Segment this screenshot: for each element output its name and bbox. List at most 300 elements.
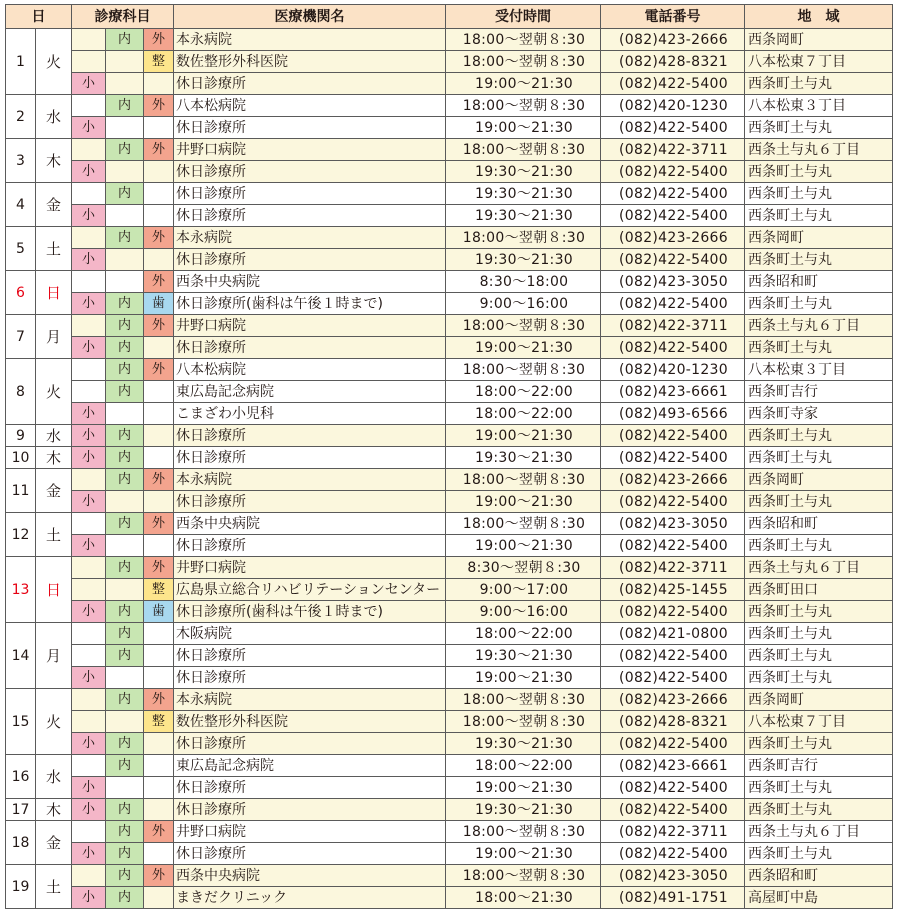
phone-number: (082)422-5400: [601, 249, 745, 271]
day-number: 6: [6, 271, 36, 315]
empty-department-cell: [72, 623, 106, 645]
empty-department-cell: [72, 821, 106, 843]
reception-time: 9:00～16:00: [446, 293, 601, 315]
day-number: 4: [6, 183, 36, 227]
pediatrics-badge: 小: [72, 535, 106, 557]
reception-time: 8:30～18:00: [446, 271, 601, 293]
table-row: [6, 711, 893, 733]
empty-department-cell: [144, 117, 174, 139]
phone-number: (082)422-5400: [601, 535, 745, 557]
institution-name: 井野口病院: [174, 557, 446, 579]
empty-department-cell: [144, 447, 174, 469]
pediatrics-badge: 小: [72, 447, 106, 469]
table-row: [6, 755, 893, 777]
table-row: [6, 315, 893, 337]
phone-number: (082)422-5400: [601, 205, 745, 227]
empty-department-cell: [144, 73, 174, 95]
phone-number: (082)422-3711: [601, 821, 745, 843]
weekday: 日: [36, 271, 72, 315]
institution-name: 休日診療所: [174, 535, 446, 557]
empty-department-cell: [72, 645, 106, 667]
day-number: 17: [6, 799, 36, 821]
empty-department-cell: [72, 579, 106, 601]
institution-name: 休日診療所: [174, 843, 446, 865]
phone-number: (082)422-5400: [601, 117, 745, 139]
institution-name: 休日診療所(歯科は午後１時まで): [174, 601, 446, 623]
reception-time: 18:00～翌朝８:30: [446, 51, 601, 73]
weekday: 土: [36, 865, 72, 909]
day-number: 16: [6, 755, 36, 799]
weekday: 水: [36, 755, 72, 799]
surgery-badge: 外: [144, 271, 174, 293]
empty-department-cell: [144, 645, 174, 667]
institution-name: 休日診療所: [174, 425, 446, 447]
area-name: 西条町土与丸: [745, 161, 893, 183]
institution-name: 休日診療所: [174, 73, 446, 95]
internal-medicine-badge: 内: [106, 887, 144, 909]
phone-number: (082)423-3050: [601, 271, 745, 293]
weekday: 月: [36, 315, 72, 359]
reception-time: 19:00～21:30: [446, 535, 601, 557]
institution-name: 休日診療所: [174, 777, 446, 799]
table-row: [6, 425, 893, 447]
empty-department-cell: [106, 491, 144, 513]
internal-medicine-badge: 内: [106, 183, 144, 205]
weekday: 火: [36, 29, 72, 95]
institution-name: 西条中央病院: [174, 271, 446, 293]
area-name: 西条町土与丸: [745, 491, 893, 513]
table-row: [6, 29, 893, 51]
phone-number: (082)422-5400: [601, 645, 745, 667]
area-name: 西条昭和町: [745, 865, 893, 887]
area-name: 西条町土与丸: [745, 117, 893, 139]
day-number: 19: [6, 865, 36, 909]
empty-department-cell: [72, 711, 106, 733]
internal-medicine-badge: 内: [106, 645, 144, 667]
table-row: [6, 249, 893, 271]
internal-medicine-badge: 内: [106, 139, 144, 161]
pediatrics-badge: 小: [72, 161, 106, 183]
institution-name: 休日診療所: [174, 799, 446, 821]
reception-time: 9:00～16:00: [446, 601, 601, 623]
internal-medicine-badge: 内: [106, 95, 144, 117]
empty-department-cell: [72, 29, 106, 51]
institution-name: 西条中央病院: [174, 865, 446, 887]
internal-medicine-badge: 内: [106, 755, 144, 777]
institution-name: 広島県立総合リハビリテーションセンター: [174, 579, 446, 601]
empty-department-cell: [144, 403, 174, 425]
empty-department-cell: [106, 161, 144, 183]
table-row: [6, 799, 893, 821]
header-department: 診療科目: [72, 5, 174, 29]
table-row: [6, 865, 893, 887]
institution-name: 休日診療所: [174, 249, 446, 271]
institution-name: 八本松病院: [174, 95, 446, 117]
table-row: [6, 513, 893, 535]
empty-department-cell: [72, 139, 106, 161]
phone-number: (082)420-1230: [601, 95, 745, 117]
surgery-badge: 外: [144, 95, 174, 117]
reception-time: 18:00～翌朝８:30: [446, 95, 601, 117]
institution-name: 本永病院: [174, 689, 446, 711]
table-row: [6, 491, 893, 513]
table-row: [6, 535, 893, 557]
phone-number: (082)422-5400: [601, 293, 745, 315]
weekday: 水: [36, 95, 72, 139]
reception-time: 18:00～翌朝８:30: [446, 29, 601, 51]
empty-department-cell: [72, 689, 106, 711]
pediatrics-badge: 小: [72, 887, 106, 909]
empty-department-cell: [144, 337, 174, 359]
area-name: 八本松東７丁目: [745, 711, 893, 733]
table-row: [6, 733, 893, 755]
pediatrics-badge: 小: [72, 205, 106, 227]
phone-number: (082)422-5400: [601, 73, 745, 95]
table-row: [6, 271, 893, 293]
reception-time: 19:00～21:30: [446, 843, 601, 865]
institution-name: 西条中央病院: [174, 513, 446, 535]
reception-time: 19:00～21:30: [446, 117, 601, 139]
area-name: 西条土与丸６丁目: [745, 557, 893, 579]
reception-time: 18:00～翌朝８:30: [446, 359, 601, 381]
header-row: [6, 5, 893, 29]
area-name: 八本松東７丁目: [745, 51, 893, 73]
phone-number: (082)428-8321: [601, 711, 745, 733]
empty-department-cell: [144, 755, 174, 777]
weekday: 火: [36, 359, 72, 425]
phone-number: (082)423-2666: [601, 689, 745, 711]
institution-name: 井野口病院: [174, 315, 446, 337]
reception-time: 19:30～21:30: [446, 733, 601, 755]
area-name: 西条町土与丸: [745, 205, 893, 227]
phone-number: (082)422-5400: [601, 425, 745, 447]
area-name: 高屋町中島: [745, 887, 893, 909]
empty-department-cell: [144, 843, 174, 865]
table-row: [6, 161, 893, 183]
internal-medicine-badge: 内: [106, 337, 144, 359]
table-row: [6, 843, 893, 865]
header-day: 日: [6, 5, 72, 29]
on-call-schedule-table: [5, 4, 893, 909]
empty-department-cell: [144, 799, 174, 821]
reception-time: 18:00～22:00: [446, 755, 601, 777]
day-number: 18: [6, 821, 36, 865]
table-row: [6, 403, 893, 425]
area-name: 西条土与丸６丁目: [745, 821, 893, 843]
area-name: 西条町土与丸: [745, 623, 893, 645]
weekday: 木: [36, 447, 72, 469]
weekday: 金: [36, 183, 72, 227]
table-row: [6, 689, 893, 711]
pediatrics-badge: 小: [72, 249, 106, 271]
table-row: [6, 821, 893, 843]
reception-time: 18:00～22:00: [446, 623, 601, 645]
institution-name: 休日診療所: [174, 205, 446, 227]
reception-time: 19:30～21:30: [446, 799, 601, 821]
day-number: 3: [6, 139, 36, 183]
orthopedics-badge: 整: [144, 51, 174, 73]
surgery-badge: 外: [144, 139, 174, 161]
institution-name: 休日診療所: [174, 667, 446, 689]
institution-name: 休日診療所: [174, 447, 446, 469]
header-institution: 医療機関名: [174, 5, 446, 29]
area-name: 西条町土与丸: [745, 293, 893, 315]
empty-department-cell: [144, 205, 174, 227]
area-name: 西条町吉行: [745, 381, 893, 403]
reception-time: 18:00～22:00: [446, 381, 601, 403]
empty-department-cell: [72, 755, 106, 777]
institution-name: 東広島記念病院: [174, 381, 446, 403]
empty-department-cell: [144, 777, 174, 799]
reception-time: 19:30～21:30: [446, 161, 601, 183]
empty-department-cell: [144, 425, 174, 447]
empty-department-cell: [106, 579, 144, 601]
institution-name: 木阪病院: [174, 623, 446, 645]
phone-number: (082)422-5400: [601, 601, 745, 623]
institution-name: 休日診療所: [174, 161, 446, 183]
pediatrics-badge: 小: [72, 777, 106, 799]
institution-name: 休日診療所: [174, 337, 446, 359]
empty-department-cell: [106, 73, 144, 95]
empty-department-cell: [72, 315, 106, 337]
reception-time: 19:00～21:30: [446, 491, 601, 513]
phone-number: (082)423-2666: [601, 227, 745, 249]
pediatrics-badge: 小: [72, 667, 106, 689]
phone-number: (082)422-5400: [601, 447, 745, 469]
internal-medicine-badge: 内: [106, 733, 144, 755]
institution-name: 本永病院: [174, 227, 446, 249]
empty-department-cell: [72, 359, 106, 381]
internal-medicine-badge: 内: [106, 843, 144, 865]
area-name: 西条町土与丸: [745, 535, 893, 557]
area-name: 西条町土与丸: [745, 667, 893, 689]
area-name: 西条町土与丸: [745, 601, 893, 623]
table-row: [6, 557, 893, 579]
table-row: [6, 73, 893, 95]
pediatrics-badge: 小: [72, 491, 106, 513]
table-row: [6, 337, 893, 359]
reception-time: 18:00～翌朝８:30: [446, 513, 601, 535]
pediatrics-badge: 小: [72, 403, 106, 425]
institution-name: 休日診療所: [174, 491, 446, 513]
phone-number: (082)422-3711: [601, 315, 745, 337]
schedule-body: [6, 29, 893, 909]
header-area: 地 域: [745, 5, 893, 29]
empty-department-cell: [144, 733, 174, 755]
table-row: [6, 469, 893, 491]
institution-name: 本永病院: [174, 29, 446, 51]
internal-medicine-badge: 内: [106, 821, 144, 843]
phone-number: (082)422-3711: [601, 139, 745, 161]
phone-number: (082)423-6661: [601, 755, 745, 777]
internal-medicine-badge: 内: [106, 557, 144, 579]
weekday: 月: [36, 623, 72, 689]
reception-time: 18:00～翌朝８:30: [446, 689, 601, 711]
empty-department-cell: [106, 117, 144, 139]
pediatrics-badge: 小: [72, 293, 106, 315]
orthopedics-badge: 整: [144, 579, 174, 601]
day-number: 10: [6, 447, 36, 469]
internal-medicine-badge: 内: [106, 29, 144, 51]
area-name: 西条岡町: [745, 689, 893, 711]
phone-number: (082)423-3050: [601, 865, 745, 887]
dentistry-badge: 歯: [144, 293, 174, 315]
phone-number: (082)422-3711: [601, 557, 745, 579]
empty-department-cell: [72, 865, 106, 887]
internal-medicine-badge: 内: [106, 601, 144, 623]
reception-time: 9:00～17:00: [446, 579, 601, 601]
table-row: [6, 139, 893, 161]
table-row: [6, 645, 893, 667]
empty-department-cell: [144, 183, 174, 205]
area-name: 西条岡町: [745, 469, 893, 491]
institution-name: 数佐整形外科医院: [174, 51, 446, 73]
reception-time: 8:30～翌朝８:30: [446, 557, 601, 579]
table-row: [6, 579, 893, 601]
reception-time: 19:00～21:30: [446, 337, 601, 359]
institution-name: まきだクリニック: [174, 887, 446, 909]
phone-number: (082)422-5400: [601, 491, 745, 513]
empty-department-cell: [106, 51, 144, 73]
empty-department-cell: [72, 469, 106, 491]
area-name: 西条町土与丸: [745, 843, 893, 865]
surgery-badge: 外: [144, 469, 174, 491]
table-row: [6, 359, 893, 381]
reception-time: 19:30～21:30: [446, 447, 601, 469]
reception-time: 18:00～22:00: [446, 403, 601, 425]
internal-medicine-badge: 内: [106, 469, 144, 491]
day-number: 12: [6, 513, 36, 557]
reception-time: 18:00～翌朝８:30: [446, 865, 601, 887]
phone-number: (082)420-1230: [601, 359, 745, 381]
area-name: 西条昭和町: [745, 271, 893, 293]
area-name: 西条町土与丸: [745, 73, 893, 95]
surgery-badge: 外: [144, 689, 174, 711]
empty-department-cell: [106, 205, 144, 227]
empty-department-cell: [144, 249, 174, 271]
area-name: 西条昭和町: [745, 513, 893, 535]
empty-department-cell: [106, 271, 144, 293]
empty-department-cell: [106, 777, 144, 799]
weekday: 火: [36, 689, 72, 755]
table-row: [6, 293, 893, 315]
reception-time: 19:00～21:30: [446, 667, 601, 689]
phone-number: (082)422-5400: [601, 667, 745, 689]
table-row: [6, 601, 893, 623]
day-number: 11: [6, 469, 36, 513]
empty-department-cell: [144, 623, 174, 645]
surgery-badge: 外: [144, 227, 174, 249]
phone-number: (082)423-2666: [601, 29, 745, 51]
surgery-badge: 外: [144, 865, 174, 887]
weekday: 土: [36, 513, 72, 557]
reception-time: 18:00～翌朝８:30: [446, 821, 601, 843]
area-name: 西条町田口: [745, 579, 893, 601]
weekday: 土: [36, 227, 72, 271]
phone-number: (082)428-8321: [601, 51, 745, 73]
empty-department-cell: [144, 381, 174, 403]
reception-time: 19:30～21:30: [446, 645, 601, 667]
phone-number: (082)422-5400: [601, 183, 745, 205]
empty-department-cell: [72, 557, 106, 579]
internal-medicine-badge: 内: [106, 513, 144, 535]
institution-name: 東広島記念病院: [174, 755, 446, 777]
phone-number: (082)422-5400: [601, 799, 745, 821]
phone-number: (082)423-6661: [601, 381, 745, 403]
internal-medicine-badge: 内: [106, 865, 144, 887]
dentistry-badge: 歯: [144, 601, 174, 623]
institution-name: こまざわ小児科: [174, 403, 446, 425]
internal-medicine-badge: 内: [106, 359, 144, 381]
surgery-badge: 外: [144, 29, 174, 51]
phone-number: (082)423-2666: [601, 469, 745, 491]
empty-department-cell: [144, 491, 174, 513]
area-name: 西条町土与丸: [745, 447, 893, 469]
empty-department-cell: [144, 667, 174, 689]
empty-department-cell: [106, 249, 144, 271]
table-row: [6, 623, 893, 645]
empty-department-cell: [72, 227, 106, 249]
phone-number: (082)422-5400: [601, 733, 745, 755]
surgery-badge: 外: [144, 315, 174, 337]
institution-name: 八本松病院: [174, 359, 446, 381]
empty-department-cell: [72, 271, 106, 293]
internal-medicine-badge: 内: [106, 689, 144, 711]
institution-name: 休日診療所: [174, 117, 446, 139]
pediatrics-badge: 小: [72, 733, 106, 755]
phone-number: (082)422-5400: [601, 777, 745, 799]
internal-medicine-badge: 内: [106, 293, 144, 315]
pediatrics-badge: 小: [72, 73, 106, 95]
pediatrics-badge: 小: [72, 337, 106, 359]
internal-medicine-badge: 内: [106, 447, 144, 469]
table-row: [6, 381, 893, 403]
institution-name: 休日診療所: [174, 645, 446, 667]
surgery-badge: 外: [144, 359, 174, 381]
surgery-badge: 外: [144, 513, 174, 535]
area-name: 西条町土与丸: [745, 645, 893, 667]
pediatrics-badge: 小: [72, 601, 106, 623]
day-number: 15: [6, 689, 36, 755]
reception-time: 19:30～21:30: [446, 205, 601, 227]
surgery-badge: 外: [144, 821, 174, 843]
empty-department-cell: [106, 403, 144, 425]
area-name: 西条町寺家: [745, 403, 893, 425]
orthopedics-badge: 整: [144, 711, 174, 733]
reception-time: 19:00～21:30: [446, 73, 601, 95]
weekday: 日: [36, 557, 72, 623]
institution-name: 井野口病院: [174, 139, 446, 161]
table-row: [6, 51, 893, 73]
empty-department-cell: [106, 667, 144, 689]
empty-department-cell: [72, 95, 106, 117]
area-name: 西条土与丸６丁目: [745, 315, 893, 337]
phone-number: (082)421-0800: [601, 623, 745, 645]
reception-time: 18:00～翌朝８:30: [446, 227, 601, 249]
institution-name: 数佐整形外科医院: [174, 711, 446, 733]
table-row: [6, 447, 893, 469]
area-name: 西条町土与丸: [745, 777, 893, 799]
area-name: 西条町土与丸: [745, 249, 893, 271]
empty-department-cell: [72, 513, 106, 535]
phone-number: (082)422-5400: [601, 843, 745, 865]
pediatrics-badge: 小: [72, 799, 106, 821]
empty-department-cell: [106, 535, 144, 557]
phone-number: (082)425-1455: [601, 579, 745, 601]
reception-time: 19:30～21:30: [446, 249, 601, 271]
phone-number: (082)422-5400: [601, 161, 745, 183]
reception-time: 18:00～翌朝８:30: [446, 139, 601, 161]
